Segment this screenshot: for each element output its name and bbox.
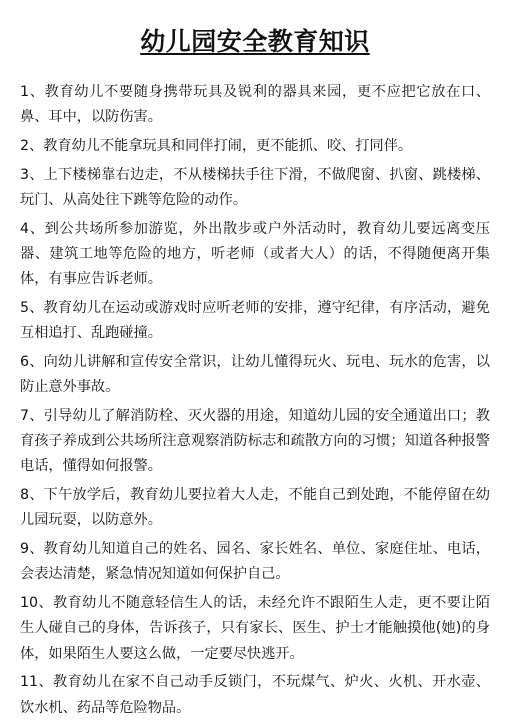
- list-item-11: 11、教育幼儿在家不自己动手反锁门，不玩煤气、炉火、火机、开水壶、饮水机、药品等危险物品。: [20, 674, 490, 716]
- list-item-7: 7、引导幼儿了解消防栓、灭火器的用途，知道幼儿园的安全通道出口；教育孩子养成到公共场所注意观察消防标志和疏散方向的习惯；知道各种报警电话，懂得如何报警。: [20, 408, 490, 475]
- list-item-5: 5、教育幼儿在运动或游戏时应听老师的安排，遵守纪律，有序活动，避免互相追打、乱跑碰撞。: [20, 300, 490, 342]
- list-item-9: 9、教育幼儿知道自己的姓名、园名、家长姓名、单位、家庭住址、电话，会表达清楚，紧急情况知道如何保护自己。: [20, 541, 490, 583]
- list-item-3: 3、上下楼梯靠右边走，不从楼梯扶手往下滑，不做爬窗、扒窗、跳楼梯、玩门、从高处往下跳等危险的动作。: [20, 166, 490, 208]
- list-item-10: 10、教育幼儿不随意轻信生人的话，未经允许不跟陌生人走，更不要让陌生人碰自己的身体，告诉孩子，只有家长、医生、护士才能触摸他(她)的身体，如果陌生人要这么做，一定要尽快逃开。: [20, 595, 490, 662]
- page-title: 幼儿园安全教育知识: [140, 27, 370, 56]
- title-wrapper: [20, 26, 490, 58]
- list-item-2: 2、教育幼儿不能拿玩具和同伴打闹，更不能抓、咬、打同伴。: [20, 138, 413, 154]
- list-item-8: 8、下午放学后，教育幼儿要拉着大人走，不能自己到处跑，不能停留在幼儿园玩耍，以防意外。: [20, 487, 490, 529]
- list-item-6: 6、向幼儿讲解和宣传安全常识，让幼儿懂得玩火、玩电、玩水的危害，以防止意外事故。: [20, 354, 490, 396]
- list-item-4: 4、到公共场所参加游览，外出散步或户外活动时，教育幼儿要远离变压器、建筑工地等危险的地方，听老师（或者大人）的话，不得随便离开集体，有事应告诉老师。: [20, 220, 490, 288]
- safety-rules-list: [20, 80, 490, 721]
- list-item-1: 1、教育幼儿不要随身携带玩具及锐利的器具来园，更不应把它放在口、鼻、耳中，以防伤害。: [20, 84, 490, 126]
